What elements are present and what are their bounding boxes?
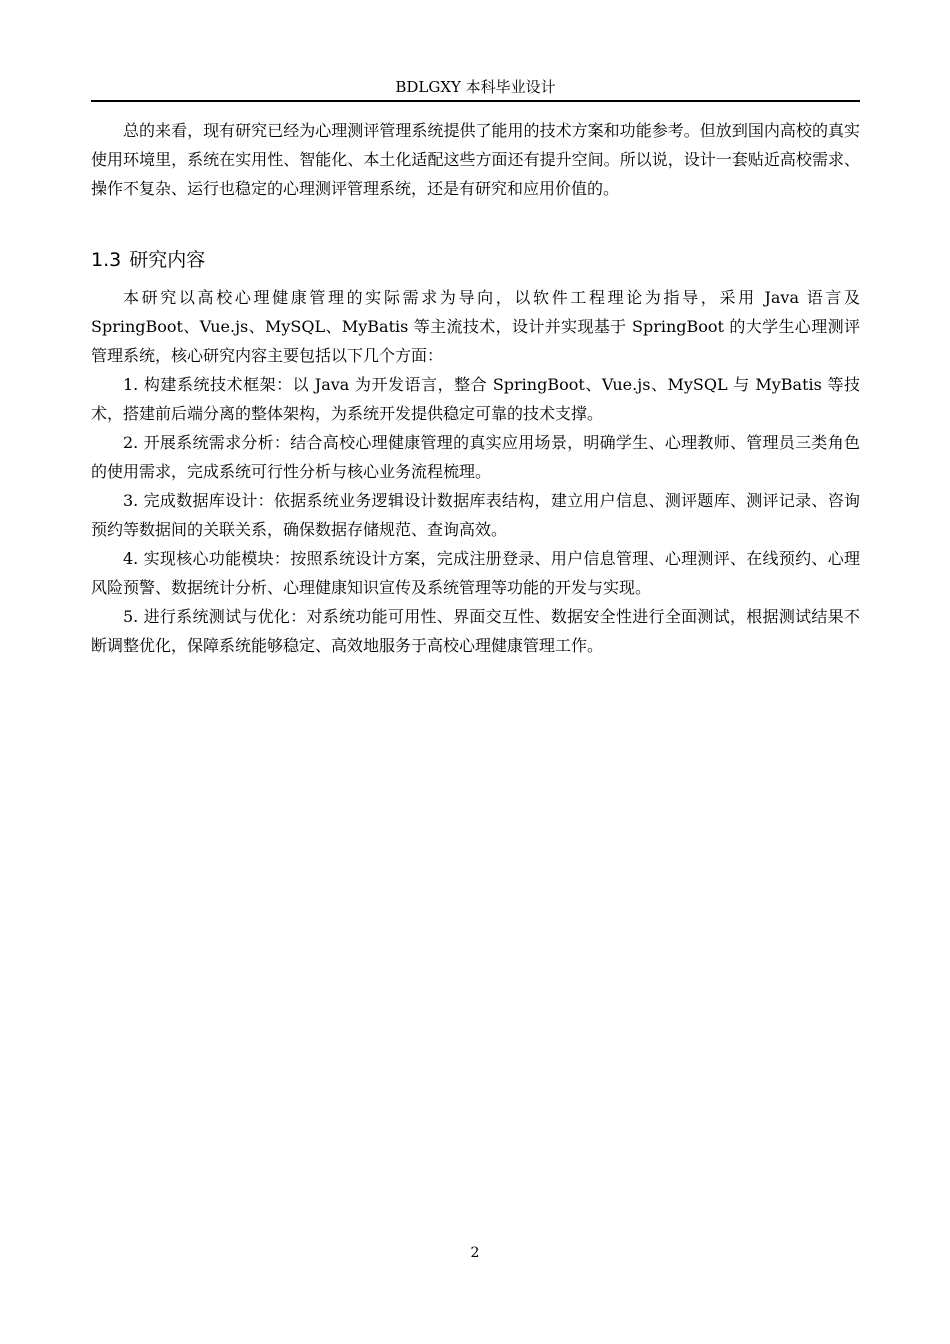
section-title: 研究内容	[129, 249, 206, 271]
list-item: 3. 完成数据库设计：依据系统业务逻辑设计数据库表结构，建立用户信息、测评题库、测评记录、咨询预约等数据间的关联关系，确保数据存储规范、查询高效。	[91, 491, 860, 539]
list-item: 2. 开展系统需求分析：结合高校心理健康管理的真实应用场景，明确学生、心理教师、管理员三类角色的使用需求，完成系统可行性分析与核心业务流程梳理。	[91, 433, 860, 481]
list-item: 4. 实现核心功能模块：按照系统设计方案，完成注册登录、用户信息管理、心理测评、在线预约、心理风险预警、数据统计分析、心理健康知识宣传及系统管理等功能的开发与实现。	[91, 549, 860, 597]
section-heading	[91, 203, 860, 283]
paragraph: 本研究以高校心理健康管理的实际需求为导向，以软件工程理论为指导，采用 Java 语言及 SpringBoot、Vue.js、MySQL、MyBatis 等主流技术，设计并实现基于 SpringBoot 的大学生心理测评管理系统，核心研究内容主要包括以下几个方面：	[91, 288, 860, 365]
header-divider	[91, 100, 860, 102]
list-item: 5. 进行系统测试与优化：对系统功能可用性、界面交互性、数据安全性进行全面测试，根据测试结果不断调整优化，保障系统能够稳定、高效地服务于高校心理健康管理工作。	[91, 607, 860, 655]
page-header: BDLGXY 本科毕业设计	[395, 78, 556, 96]
paragraph: 总的来看，现有研究已经为心理测评管理系统提供了能用的技术方案和功能参考。但放到国内高校的真实使用环境里，系统在实用性、智能化、本土化适配这些方面还有提升空间。所以说，设计一套贴近高校需求、操作不复杂、运行也稳定的心理测评管理系统，还是有研究和应用价值的。	[91, 121, 860, 198]
section-number: 1.3	[91, 249, 122, 271]
list-item: 1. 构建系统技术框架：以 Java 为开发语言，整合 SpringBoot、Vue.js、MySQL 与 MyBatis 等技术，搭建前后端分离的整体架构，为系统开发提供稳定可靠的技术支撑。	[91, 375, 860, 423]
page-content	[91, 116, 860, 660]
page-number: 2	[470, 1245, 480, 1261]
